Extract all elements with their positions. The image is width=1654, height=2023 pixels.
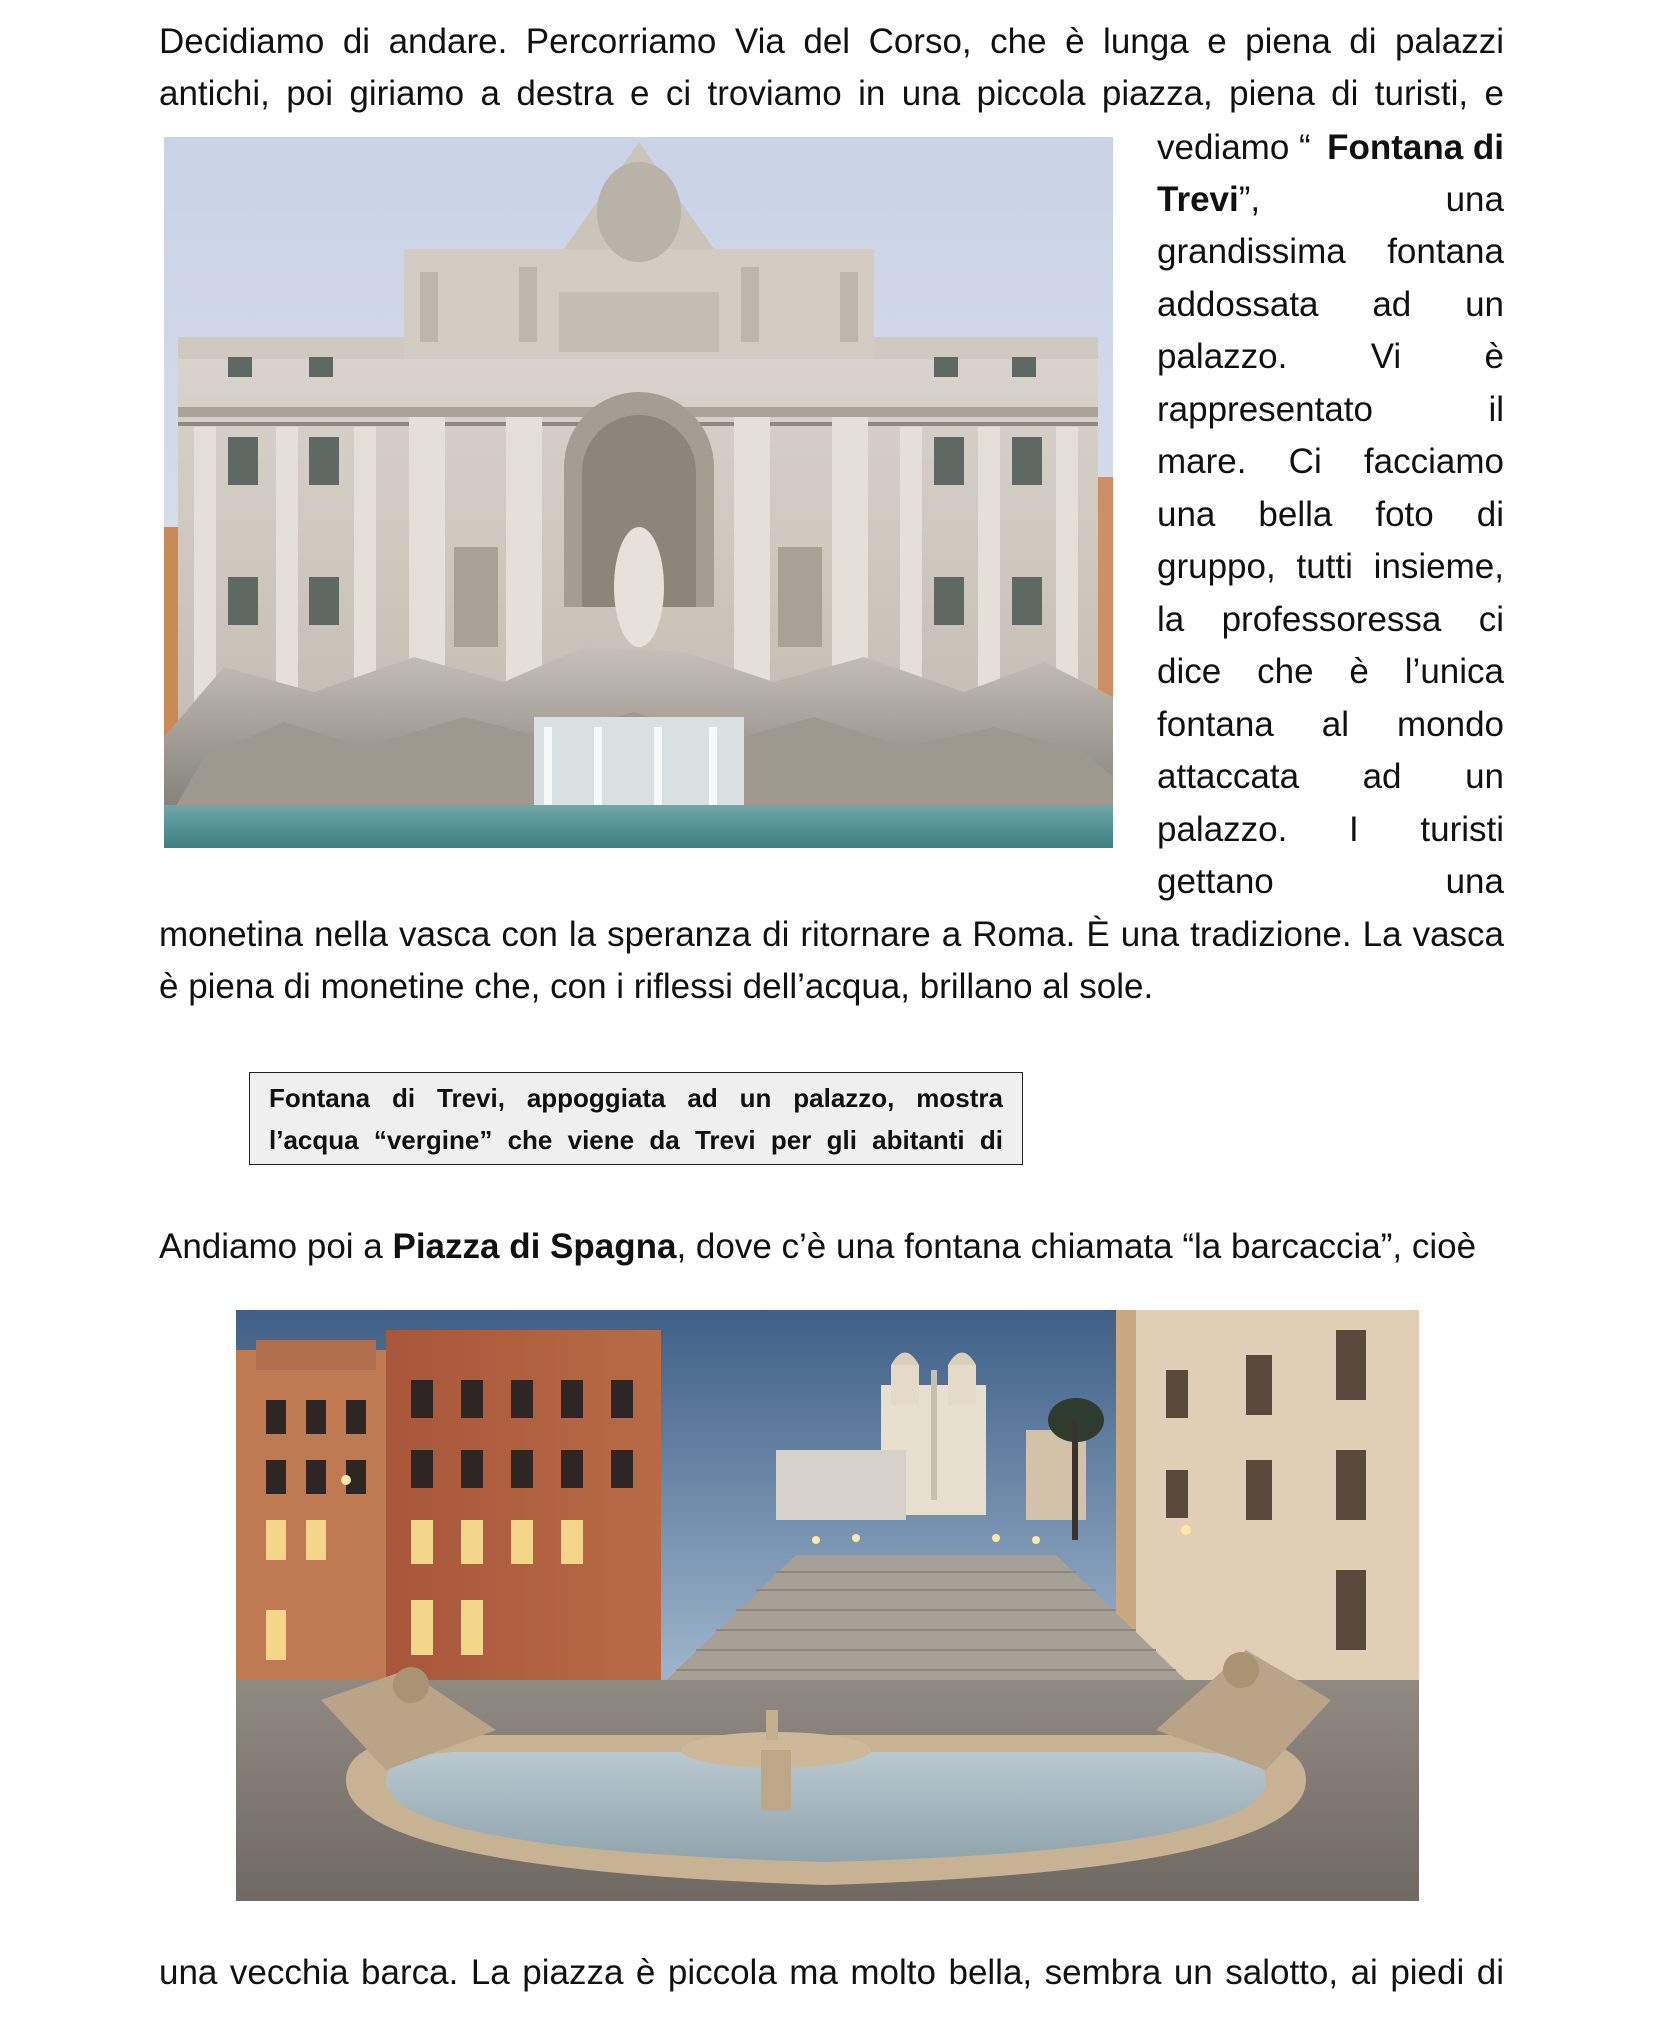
paragraph-trevi-side-line-13: attaccata ad un [1157, 757, 1504, 796]
paragraph-trevi-side-line-3: grandissima fontana [1157, 232, 1504, 271]
paragraph-trevi-after-line-2: è piena di monetine che, con i riflessi dell’acqua, brillano al sole. [159, 967, 1154, 1006]
trevi-fountain-photo [164, 137, 1113, 848]
paragraph-intro-line-2: antichi, poi giriamo a destra e ci troviamo in una piccola piazza, piena di turisti, e [159, 74, 1504, 113]
text-pre: Andiamo poi a [159, 1227, 393, 1266]
paragraph-trevi-side-line-1 [1157, 122, 1504, 175]
caption-line-1: Fontana di Trevi, appoggiata ad un palazzo, mostra [269, 1083, 1003, 1113]
paragraph-trevi-side-line-7: mare. Ci facciamo [1157, 442, 1504, 481]
paragraph-trevi-side-line-9: gruppo, tutti insieme, [1157, 547, 1504, 586]
paragraph-trevi-side-line-14: palazzo. I turisti [1157, 810, 1504, 849]
text-post: ”, [1238, 180, 1261, 219]
text-pre: vediamo “ [1157, 128, 1311, 167]
paragraph-trevi-side-line-6: rappresentato il [1157, 390, 1504, 429]
trevi-name: Trevi [1157, 180, 1239, 219]
fontana-di-trevi-name: Fontana di [1327, 128, 1504, 167]
piazza-di-spagna-name: Piazza di Spagna [392, 1227, 677, 1266]
paragraph-trevi-side-line-8: una bella foto di [1157, 495, 1504, 534]
piazza-di-spagna-barcaccia-photo [236, 1310, 1419, 1901]
caption-line-2: l’acqua “vergine” che viene da Trevi per gli abitanti di [269, 1125, 1003, 1155]
text-una: una [1445, 180, 1504, 219]
paragraph-trevi-side-line-11: dice che è l’unica [1157, 652, 1504, 691]
paragraph-trevi-side-line-2 [1157, 174, 1504, 227]
paragraph-bottom-line-1: una vecchia barca. La piazza è piccola ma molto bella, sembra un salotto, ai piedi di [159, 1953, 1504, 1992]
text-post: , dove c’è una fontana chiamata “la barcaccia”, cioè [676, 1227, 1477, 1266]
paragraph-trevi-side-line-15: gettano una [1157, 862, 1504, 901]
paragraph-trevi-side-line-4: addossata ad un [1157, 285, 1504, 324]
paragraph-spagna-line-1 [159, 1221, 1504, 1274]
paragraph-intro-line-1: Decidiamo di andare. Percorriamo Via del Corso, che è lunga e piena di palazzi [159, 22, 1504, 61]
paragraph-trevi-side-line-12: fontana al mondo [1157, 705, 1504, 744]
paragraph-trevi-after-line-1: monetina nella vasca con la speranza di ritornare a Roma. È una tradizione. La vasca [159, 915, 1504, 954]
paragraph-trevi-side-line-10: la professoressa ci [1157, 600, 1504, 639]
trevi-caption-box [249, 1072, 1023, 1165]
paragraph-trevi-side-line-5: palazzo. Vi è [1157, 337, 1504, 376]
